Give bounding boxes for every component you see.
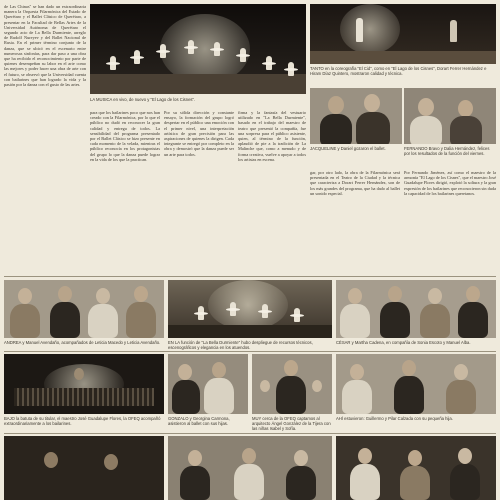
photo-bottom-center	[168, 436, 332, 500]
caption-muy: MUY cerca de la OFEQ captamos al arquitecto Ángel González de la Tijera con las niñas Isabel y Sofía.	[252, 416, 331, 431]
photo-orchestra-ofeq	[4, 354, 164, 414]
photo-bella-durmiente	[168, 280, 332, 338]
photo-tanto-dancers	[310, 4, 496, 64]
photo-gonzalo-georgina	[168, 354, 248, 414]
middle-article-col2: Por su sólida dirección y constante ensayo, la formación del grupo logró despertar en el público una emoción con el primer nivel, una interpretación artística de gran precisión para las aspiraciones de quienes la dirigen. Cada integrante se entregó por completo en la obra y demostró que la danza puede ser un arte para todos.	[164, 110, 234, 157]
photo-guillermo-pilar	[336, 354, 496, 414]
middle-article-col3: firma y la fantasía del vestuario utilizado en "La Bella Durmiente", basado en el trabajo del maestro de teatro que presentó la compañía, fue una sorpresa para el público asistente, quien, al término de la función, aplaudió de pie a la tradición de La Malinche que, como a menudo y de forma creativa, vuelve a apoyar a todos los artistas en escena.	[238, 110, 306, 162]
caption-cesar: CÉSAR y Martha Cadena, en compañía de Sonia Escoto y Manuel Alba.	[336, 340, 471, 345]
caption-tanto: TANTO en la coreografía "El Cid", como en "El Lago de los Cisnes", Dorart Ferrer Hernández e Hiram Díaz Quintero, mostraron calidad y técnica.	[310, 66, 487, 76]
caption-bajo: BAJO la batuta de su titular, el maestro José Guadalupe Flores, la OFEQ acompañó extraordinariamente a los bailarines.	[4, 416, 161, 426]
photo-bottom-left	[4, 436, 164, 500]
photo-jacqueline-daniel	[310, 88, 402, 144]
caption-fernando: FERNANDO Bravo y Dalia Hernández, felices por los resultados de la función del viernes.	[404, 146, 490, 156]
divider-lower	[4, 433, 496, 434]
middle-article-col1: para que los bailarines poco que nos han creado con la Filarmónica, por lo que el público no dudó en reconocer la gran calidad y entrega de todos. La sensibilidad del programa presentado por el Ballet Clásico se hizo presente en cada momento de la velada, mientras el público reconocía en los protagonistas del grupo lo que la danza puede lograr en la vida de los que la practican.	[90, 110, 160, 162]
caption-andrea: ANDREA y Manuel Avendaño, acompañados de Leticia Macedo y Leticia Avendaño.	[4, 340, 161, 345]
divider-upper	[4, 276, 496, 277]
right-article-text-a: gar, por otro lado, la obra de la Filarmónica será presentada en el Teatro de la Ciudad y la técnica que caracteriza a Dorart Ferrer Hernández, son de los más grandes del programa, que ha dado al ballet un sonido especial.	[310, 170, 400, 196]
photo-cesar-martha	[336, 280, 496, 338]
photo-fernando-dalia	[404, 88, 496, 144]
right-article-text-b: Por Fernando Jiménez, así como el maestro de la armonía "El Lago de los Cisnes", que el maestro José Guadalupe Flores dirigió, explotó la soltura y la gran expresión de los bailarines que reconocieron sin duda la capacidad de los bailarines queretanos.	[404, 170, 496, 196]
photo-angel-gonzalez	[252, 354, 332, 414]
photo-bottom-right	[336, 436, 496, 500]
caption-musica: LA MUSICA en vivo, de nuevo y "El Lago de los Cisnes".	[90, 97, 196, 102]
caption-ahi: AHÍ estuvieron: Guillermo y Pilar Calzada con su pequeña hija.	[336, 416, 453, 421]
caption-jacqueline: JACQUELINE y Daniel gozaron el ballet.	[310, 146, 386, 151]
top-left-article-text: de Las Chinas" se han dado un extraordinaria manera la Orquesta Filarmónica del Estado de Querétaro y el Ballet Clásico de Querétaro, a presentar en la Facultad de Bellas Artes de la Universidad Autónoma de Querétaro el segundo acto de La Bella Durmiente, arreglo de Rudolf Nureyev y del Ballet Nacional de Rusia. En el primer término conjunto de la danza, que se ubicó en el escenario entre numerosas sinfonías, para dar paso a una obra que ha recibido el reconocimiento por parte de quienes desempeñan su labor en el arte como las mejores y poder hacer una obra de arte con el futuro, se observó que la Universidad cuenta con bailarines que han logrado la vida y la pasión por la danza con el gusto de las artes.	[4, 4, 86, 88]
caption-gonzalo: GONZALO y Georgina Carmona, asistieron al ballet con sus hijas.	[168, 416, 230, 426]
caption-bella: EN LA función de "La Bella Durmiente" hubo despliegue de recursos técnicos, escenográficos y elegancia en los atuendos.	[168, 340, 313, 350]
divider-middle	[4, 351, 496, 352]
photo-ballet-ensemble	[90, 4, 306, 94]
photo-andrea-manuel	[4, 280, 164, 338]
